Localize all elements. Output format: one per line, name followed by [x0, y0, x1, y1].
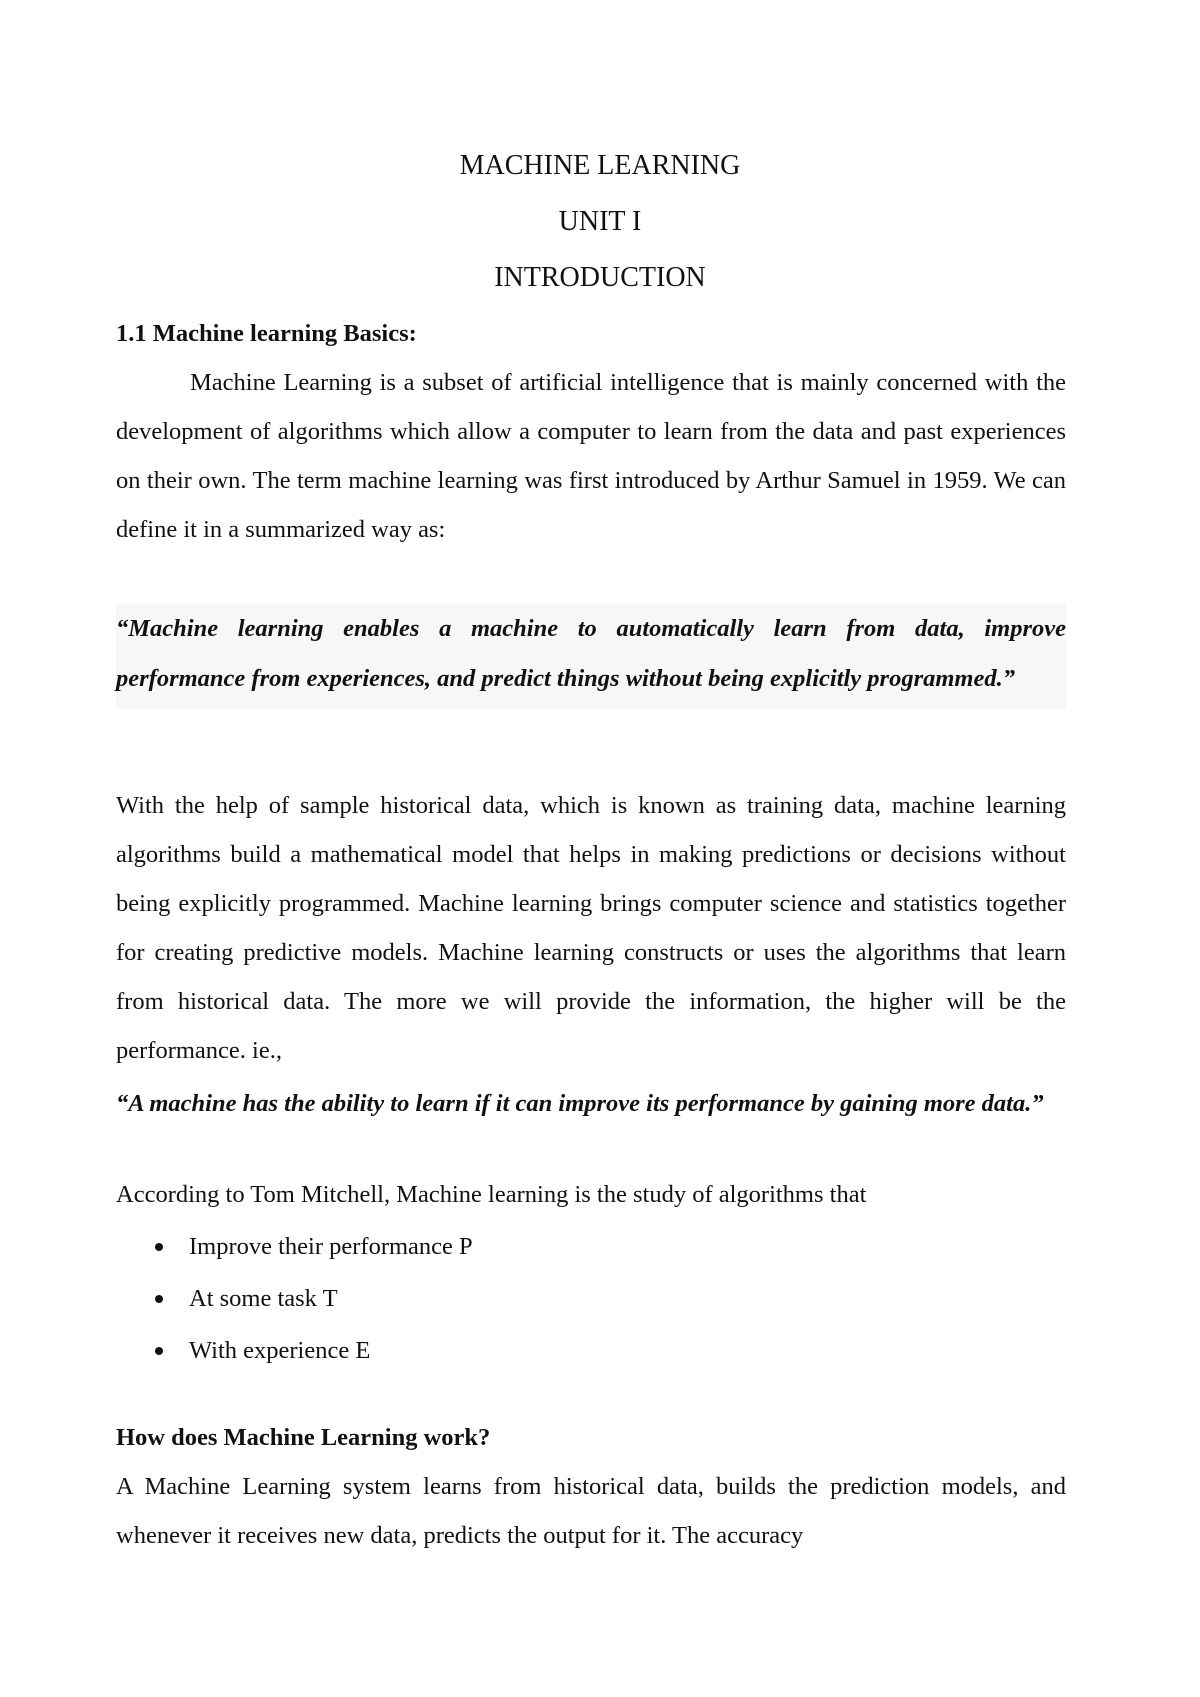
document-title: MACHINE LEARNING [459, 150, 741, 181]
bullet-icon [155, 1243, 163, 1251]
section-heading-basics: 1.1 Machine learning Basics: [116, 320, 417, 347]
section-heading-how-it-works: How does Machine Learning work? [116, 1424, 491, 1451]
definition-quote: “Machine learning enables a machine to automatically learn from data, improve performance from experiences, and predict things without being explicitly programmed.” [116, 604, 1066, 709]
chapter-title: INTRODUCTION [494, 262, 706, 293]
list-item [150, 1334, 473, 1386]
list-item-text: Improve their performance P [189, 1233, 473, 1260]
list-item-text: At some task T [189, 1285, 338, 1312]
unit-label: UNIT I [558, 206, 642, 237]
list-item [150, 1282, 473, 1334]
ability-quote: “A machine has the ability to learn if it can improve its performance by gaining more data.” [116, 1090, 1044, 1117]
mitchell-paragraph: According to Tom Mitchell, Machine learning is the study of algorithms that [116, 1181, 867, 1208]
bullet-icon [155, 1295, 163, 1303]
intro-paragraph-text: Machine Learning is a subset of artificial intelligence that is mainly concerned with the development of algorithms which allow a computer to learn from the data and past experiences on their own. The term machine learning was first introduced by Arthur Samuel in 1959. We can define it in a summarized way as: [116, 369, 1066, 543]
training-data-paragraph: With the help of sample historical data, which is known as training data, machine learning algorithms build a mathematical model that helps in making predictions or decisions without being explicitly programmed. Machine learning brings computer science and statistics together for creating predictive models. Machine learning constructs or uses the algorithms that learn from historical data. The more we will provide the information, the higher will be the performance. ie., [116, 792, 1066, 1064]
bullet-icon [155, 1347, 163, 1355]
mitchell-bullet-list [150, 1230, 473, 1386]
list-item [150, 1230, 473, 1282]
list-item-text: With experience E [189, 1337, 371, 1364]
intro-paragraph [116, 358, 1066, 554]
how-it-works-paragraph: A Machine Learning system learns from historical data, builds the prediction models, and whenever it receives new data, predicts the output for it. The accuracy [116, 1473, 1066, 1549]
